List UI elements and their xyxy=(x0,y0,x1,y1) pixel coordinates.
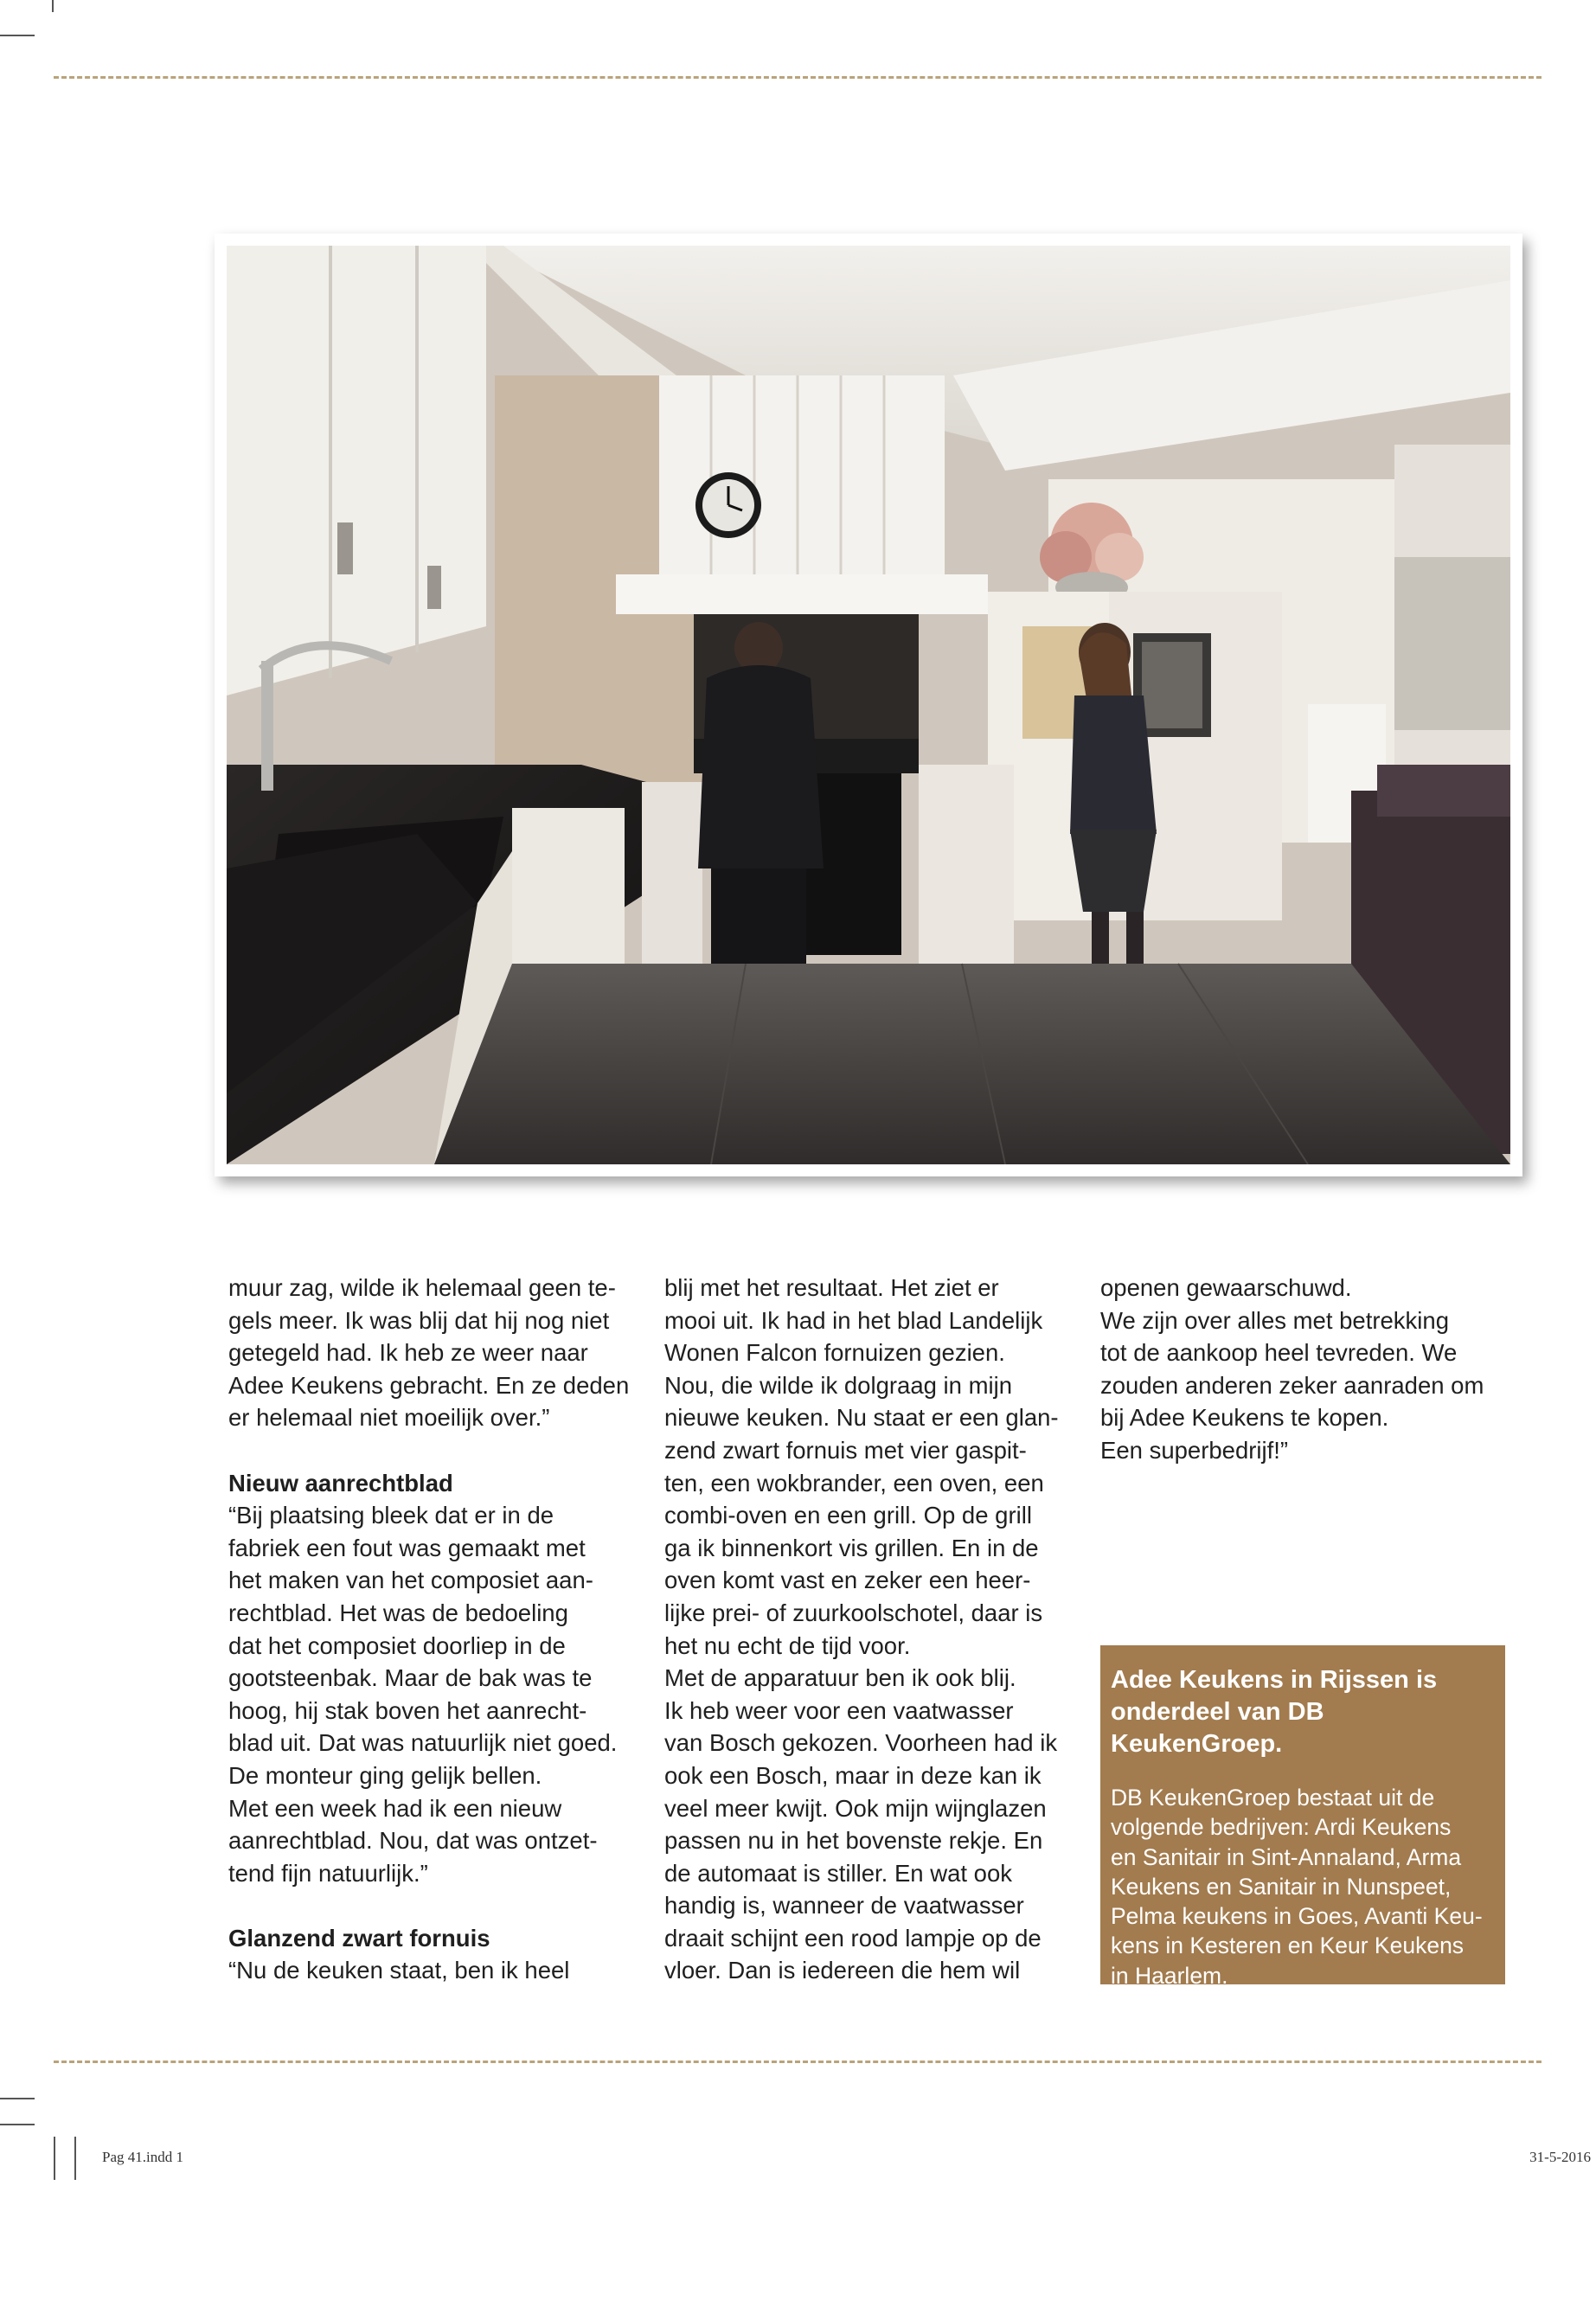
heading-nieuw-aanrechtblad: Nieuw aanrechtblad xyxy=(228,1469,453,1497)
heading-glanzend-zwart-fornuis: Glanzend zwart fornuis xyxy=(228,1924,490,1952)
crop-mark xyxy=(0,2098,35,2099)
footer-file-name: Pag 41.indd 1 xyxy=(102,2149,183,2165)
crop-mark xyxy=(74,2137,76,2180)
text-column-3 xyxy=(1100,1272,1516,1467)
column1-paragraph-1: “Bij plaatsing bleek dat er in de fabriek een fout was gemaakt met het maken van het composiet aan- rechtblad. Het was de bedoeling dat het composiet doorliep in de gootsteenbak. Maar de bak was te hoog, hij stak boven het aanrecht- blad uit. Dat was natuurlijk niet goed. De monteur ging gelijk bellen. Met een week had ik een nieuw aanrechtblad. Nou, dat was ontzet- tend fijn natuurlijk.” xyxy=(228,1502,618,1887)
kitchen-illustration xyxy=(227,246,1510,1164)
top-dashed-rule xyxy=(54,76,1542,79)
column3-text: openen gewaarschuwd. We zijn over alles met betrekking tot de aankoop heel tevreden. We zouden anderen zeker aanraden om bij Adee Keukens te kopen. Een superbedrijf!” xyxy=(1100,1274,1484,1464)
info-box xyxy=(1100,1645,1505,1989)
column1-intro: muur zag, wilde ik helemaal geen te- gels meer. Ik was blij dat hij nog niet getegeld had. Ik heb ze weer naar Adee Keukens gebracht. En ze deden er helemaal niet moeilijk over.” xyxy=(228,1274,630,1432)
crop-mark xyxy=(52,0,54,12)
info-box-title: Adee Keukens in Rijssen is onderdeel van DB KeukenGroep. xyxy=(1111,1666,1438,1758)
text-column-2 xyxy=(664,1272,1080,1987)
crop-mark xyxy=(0,2124,35,2125)
crop-mark xyxy=(0,35,35,36)
column2-text: blij met het resultaat. Het ziet er mooi uit. Ik had in het blad Landelijk Wonen Falcon fornuizen gezien. Nou, die wilde ik dolgraag in mijn nieuwe keuken. Nu staat er een glan- zend zwart fornuis met vier gaspit- ten, een wokbrander, een oven, een combi-oven en een grill. Op de grill ga ik binnenkort vis grillen. En in de oven komt vast en zeker een heer- lijke prei- of zuurkoolschotel, daar is het nu echt de tijd voor. Met de apparatuur ben ik ook blij. Ik heb weer voor een vaatwasser van Bosch gekozen. Voorheen had ik ook een Bosch, maar in deze kan ik veel meer kwijt. Ook mijn wijnglazen passen nu in het bovenste rekje. En de automaat is stiller. En wat ook handig is, wanneer de vaatwasser draait schijnt een rood lampje op de vloer. Dan is iedereen die hem wil xyxy=(664,1274,1059,1984)
text-column-1 xyxy=(228,1272,644,1987)
crop-mark xyxy=(54,2137,55,2180)
footer-date: 31-5-2016 xyxy=(1529,2149,1591,2165)
kitchen-photo xyxy=(227,246,1510,1164)
info-box-body: DB KeukenGroep bestaat uit de volgende bedrijven: Ardi Keukens en Sanitair in Sint-Annaland, Arma Keukens en Sanitair in Nunspeet, Pelma keukens in Goes, Avanti Keu- kens in Kesteren en Keur Keukens in Haarlem. xyxy=(1111,1785,1483,1989)
column1-paragraph-2: “Nu de keuken staat, ben ik heel xyxy=(228,1957,570,1984)
bottom-dashed-rule xyxy=(54,2061,1542,2063)
photo-frame xyxy=(215,234,1522,1176)
